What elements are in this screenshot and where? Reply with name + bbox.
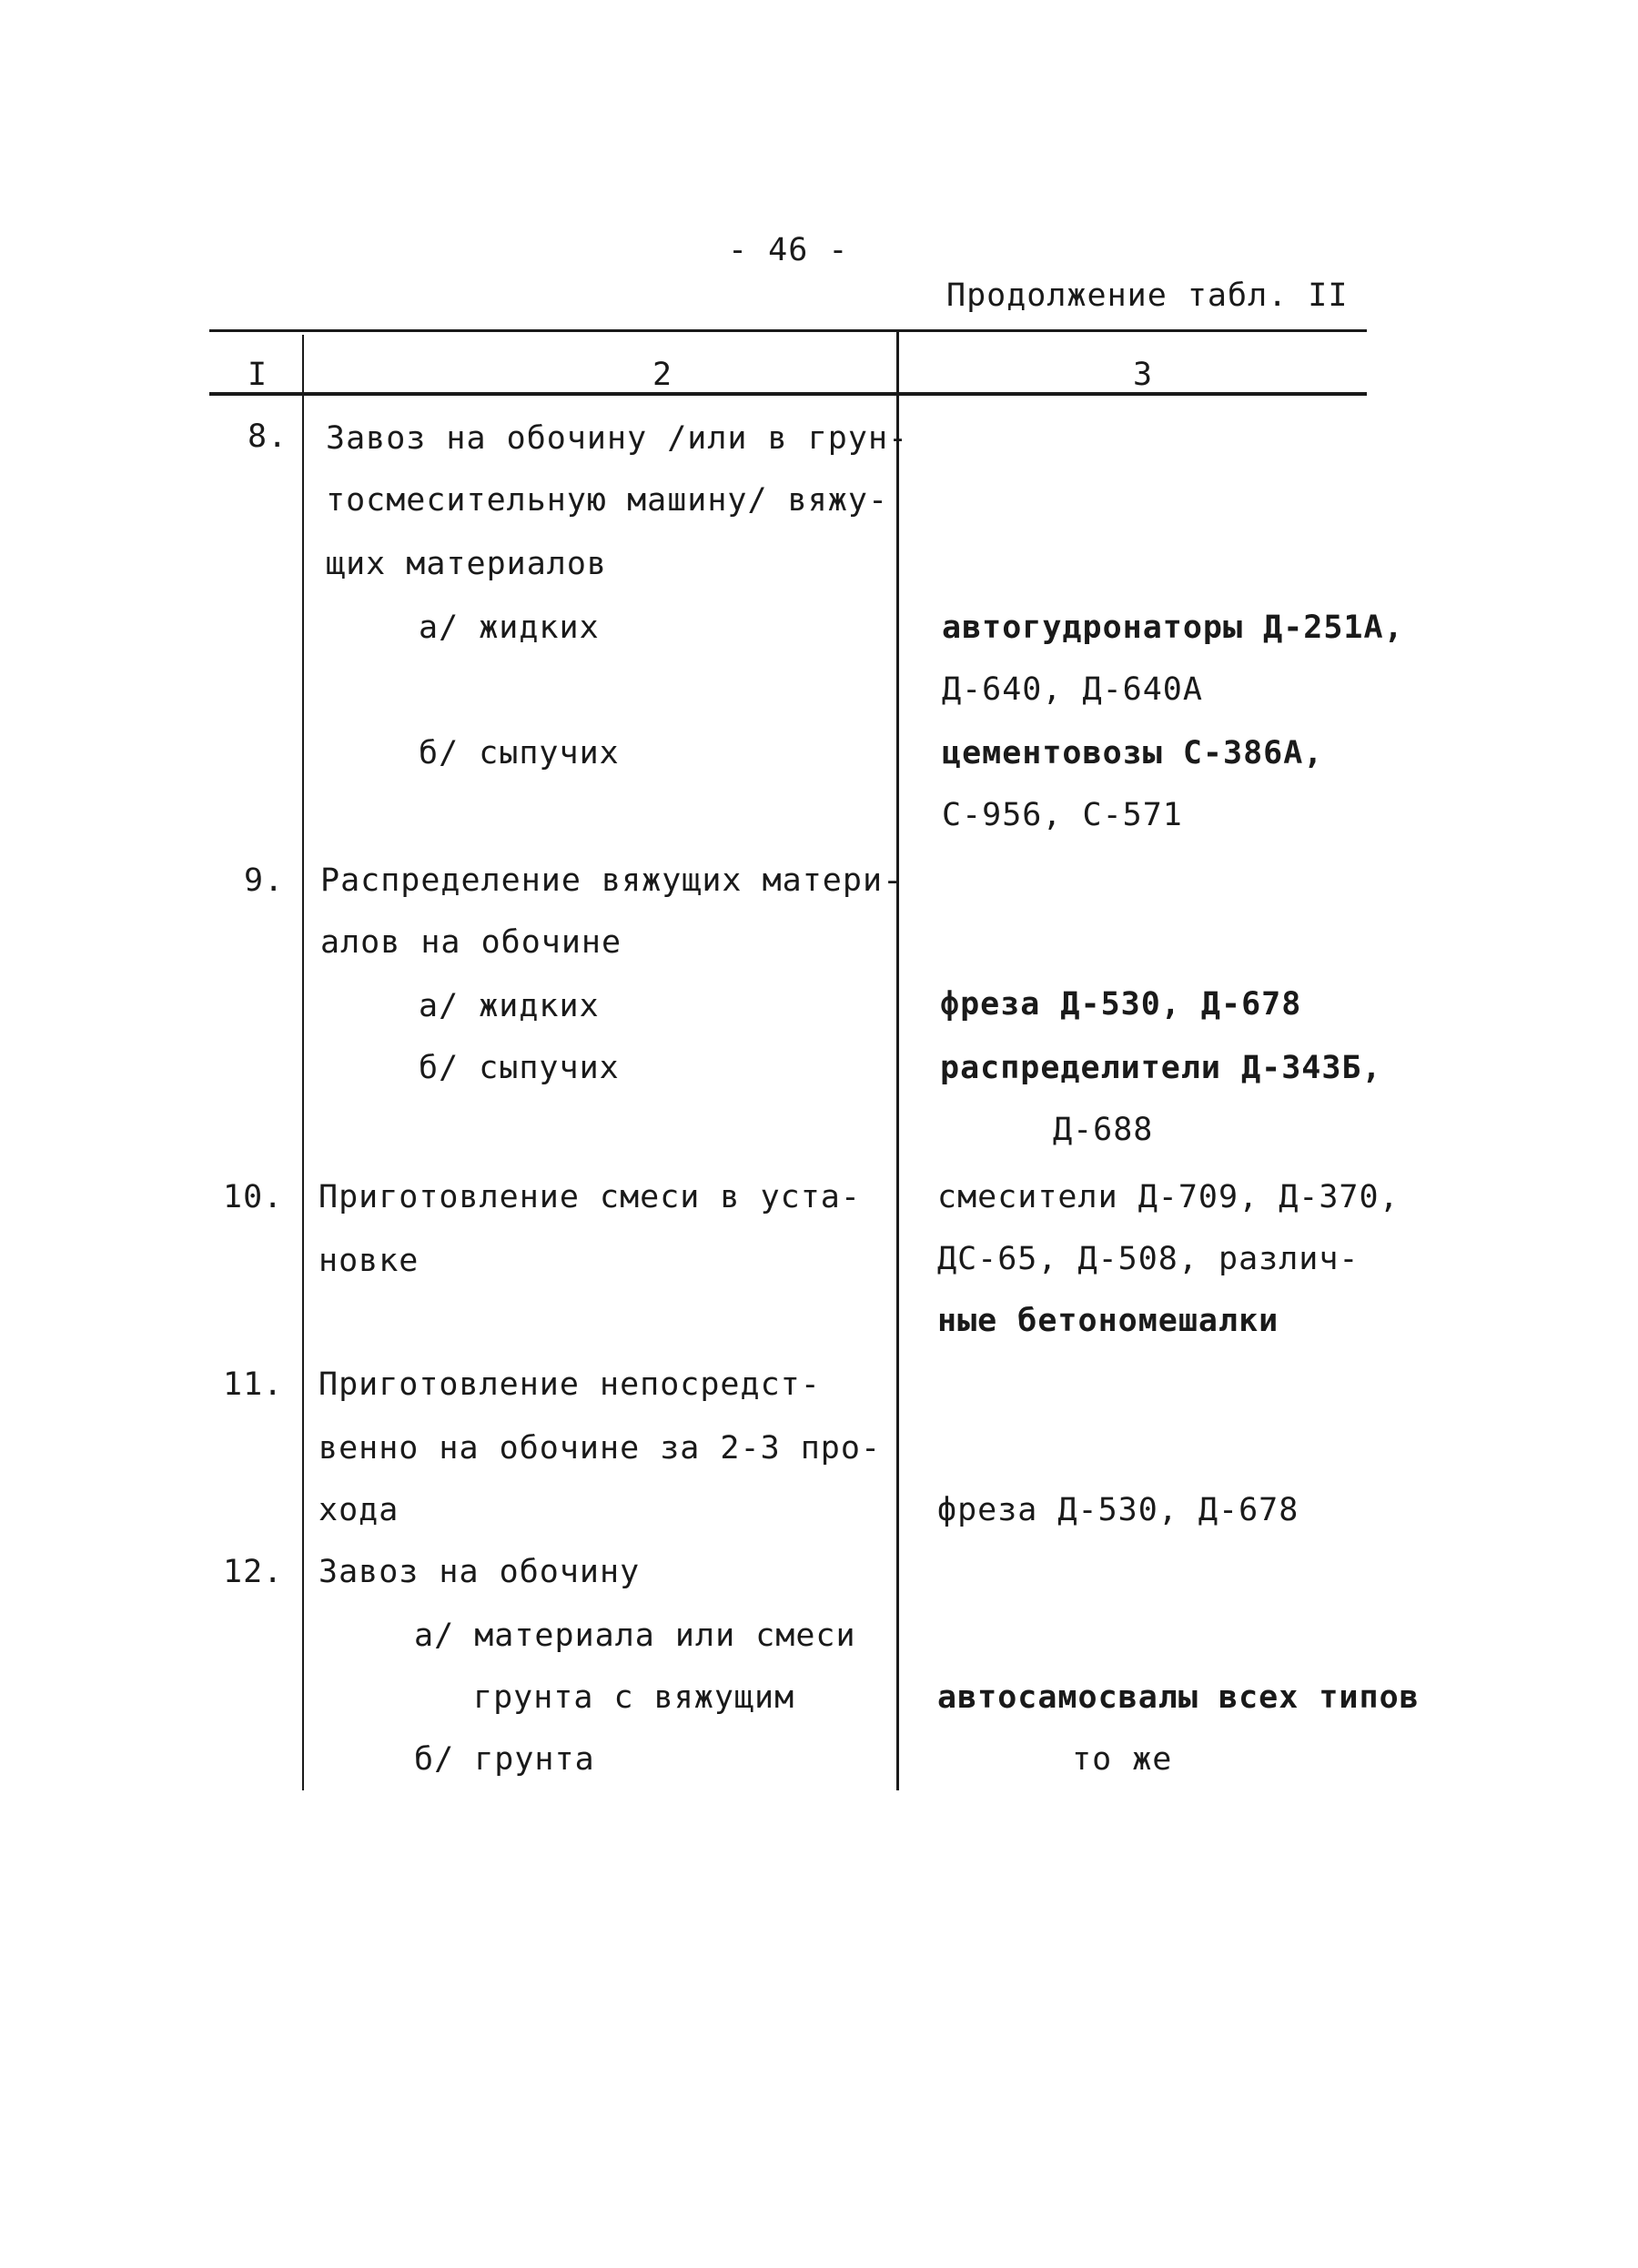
row-9-text-line-2: алов на обочине xyxy=(320,924,622,961)
table-caption: Продолжение табл. II xyxy=(946,277,1349,314)
page-number: - 46 - xyxy=(728,232,849,268)
row-10-machines-3: ные бетономешалки xyxy=(937,1303,1279,1339)
row-9-sub-a-machines-1: фреза Д-530, Д-678 xyxy=(940,986,1302,1023)
row-12-sub-b-machines-1: то же xyxy=(1072,1741,1173,1778)
row-8-sub-a-machines-1: автогудронаторы Д-251А, xyxy=(942,610,1404,646)
header-col-1: I xyxy=(248,357,268,393)
row-8-number: 8. xyxy=(248,418,288,455)
row-12-number: 12. xyxy=(223,1554,284,1590)
row-9-sub-b-machines-1: распределители Д-343Б, xyxy=(940,1050,1382,1086)
row-10-machines-2: ДС-65, Д-508, различ- xyxy=(937,1241,1360,1277)
row-9-number: 9. xyxy=(244,862,285,899)
row-11-machines-1: фреза Д-530, Д-678 xyxy=(937,1492,1299,1528)
row-12-sub-a-label: а/ материала или смеси xyxy=(414,1618,856,1654)
row-9-sub-b-label: б/ сыпучих xyxy=(419,1050,620,1086)
row-9-sub-a-label: а/ жидких xyxy=(419,988,600,1024)
column-divider-2 xyxy=(896,332,899,1790)
header-col-2: 2 xyxy=(652,357,673,393)
row-8-sub-a-machines-2: Д-640, Д-640А xyxy=(942,671,1203,708)
row-10-text-line-2: новке xyxy=(318,1243,420,1279)
row-12-sub-b-label: б/ грунта xyxy=(414,1741,595,1778)
header-bottom-rule xyxy=(209,392,1367,396)
row-10-machines-1: смесители Д-709, Д-370, xyxy=(937,1179,1400,1215)
row-10-text-line-1: Приготовление смеси в уста- xyxy=(318,1179,861,1215)
row-9-sub-b-machines-2: Д-688 xyxy=(1053,1112,1154,1148)
row-8-text-line-3: щих материалов xyxy=(326,546,608,582)
row-12-sub-a-label-2: грунта с вяжущим xyxy=(473,1679,795,1716)
row-12-text-line-1: Завоз на обочину xyxy=(318,1554,641,1590)
row-8-sub-b-label: б/ сыпучих xyxy=(419,735,620,771)
column-divider-1 xyxy=(302,335,304,1790)
table-top-rule xyxy=(209,329,1367,332)
row-11-number: 11. xyxy=(223,1366,284,1403)
row-8-text-line-1: Завоз на обочину /или в грун- xyxy=(326,420,909,457)
row-8-sub-a-label: а/ жидких xyxy=(419,610,600,646)
header-col-3: 3 xyxy=(1133,357,1154,393)
row-10-number: 10. xyxy=(223,1179,284,1215)
row-8-sub-b-machines-1: цементовозы С-386А, xyxy=(942,735,1324,771)
row-9-text-line-1: Распределение вяжущих матери- xyxy=(320,862,904,899)
row-8-sub-b-machines-2: С-956, С-571 xyxy=(942,797,1183,833)
row-11-text-line-3: хода xyxy=(318,1492,399,1528)
row-8-text-line-2: тосмесительную машину/ вяжу- xyxy=(326,482,889,519)
row-12-sub-a-machines-1: автосамосвалы всех типов xyxy=(937,1679,1420,1716)
row-11-text-line-2: венно на обочине за 2-3 про- xyxy=(318,1430,882,1467)
row-11-text-line-1: Приготовление непосредст- xyxy=(318,1366,821,1403)
